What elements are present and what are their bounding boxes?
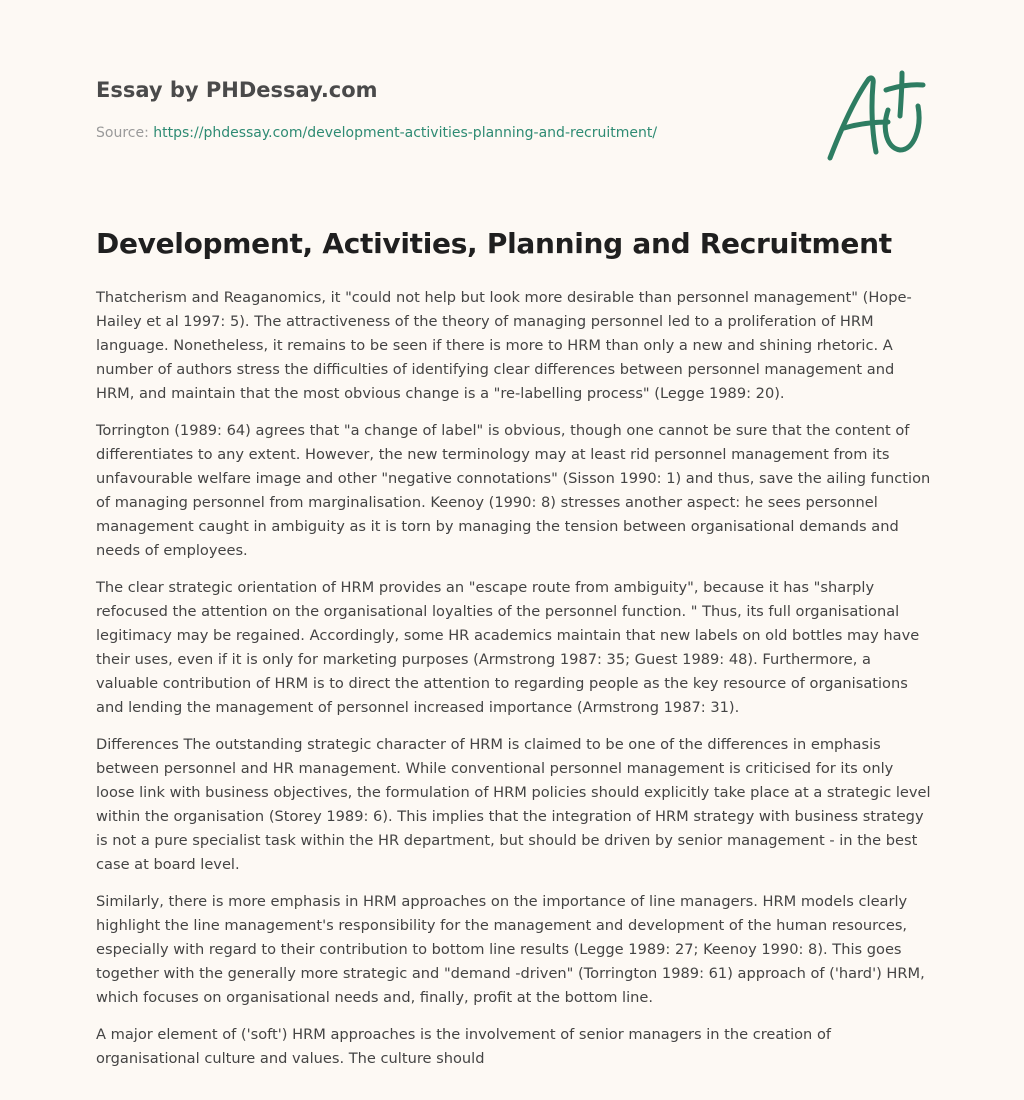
source-link[interactable]: https://phdessay.com/development-activities-planning-and-recruitment/ [153,125,658,141]
paragraph: Similarly, there is more emphasis in HRM approaches on the importance of line managers. HRM models clearly highlight the line management's responsibility for the management and development of the human resources, especially with regard to their contribution to bottom line results (Legge 1989: 27; Keenoy 1990: 8). This goes together with the generally more strategic and "demand -driven" (Torrington 1989: 61) approach of ('hard') HRM, which focuses on organisational needs and, finally, profit at the bottom line. [96,893,925,1006]
paragraph: Thatcherism and Reaganomics, it "could not help but look more desirable than personnel management" (Hope-Hailey et al 1997: 5). The attractiveness of the theory of managing personnel led to a proliferation of HRM language. Nonetheless, it remains to be seen if there is more to HRM than only a new and shining rhetoric. A number of authors stress the difficulties of identifying clear differences between personnel management and HRM, and maintain that the most obvious change is a "re-labelling process" (Legge 1989: 20). [96,289,912,402]
source-label: Source: [96,125,154,141]
paragraph: Torrington (1989: 64) agrees that "a change of label" is obvious, though one cannot be sure that the content of differentiates to any extent. However, the new terminology may at least rid personnel management from its unfavourable welfare image and other "negative connotations" (Sisson 1990: 1) and thus, save the ailing function of managing personnel from marginalisation. Keenoy (1990: 8) stresses another aspect: he sees personnel management caught in ambiguity as it is torn by managing the tension between organisational demands and needs of employees. [96,422,931,559]
article-title: Development, Activities, Planning and Recruitment [96,227,892,260]
source-line [96,123,796,143]
a-plus-logo-icon [822,66,932,166]
paragraph: The clear strategic orientation of HRM provides an "escape route from ambiguity", because it has "sharply refocused the attention on the organisational loyalties of the personnel function. " Thus, its full organisational legitimacy may be regained. Accordingly, some HR academics maintain that new labels on old bottles may have their uses, even if it is only for marketing purposes (Armstrong 1987: 35; Guest 1989: 48). Furthermore, a valuable contribution of HRM is to direct the attention to regarding people as the key resource of organisations and lending the management of personnel increased importance (Armstrong 1987: 31). [96,579,920,716]
brand-title: Essay by PHDessay.com [96,78,378,102]
paragraph: Differences The outstanding strategic character of HRM is claimed to be one of the differences in emphasis between personnel and HR management. While conventional personnel management is criticised for its only loose link with business objectives, the formulation of HRM policies should explicitly take place at a strategic level within the organisation (Storey 1989: 6). This implies that the integration of HRM strategy with business strategy is not a pure specialist task within the HR department, but should be driven by senior management - in the best case at board level. [96,736,931,873]
paragraph: A major element of ('soft') HRM approaches is the involvement of senior managers in the creation of organisational culture and values. The culture should [96,1026,832,1067]
essay-header [96,76,796,143]
article-body [96,286,936,1084]
